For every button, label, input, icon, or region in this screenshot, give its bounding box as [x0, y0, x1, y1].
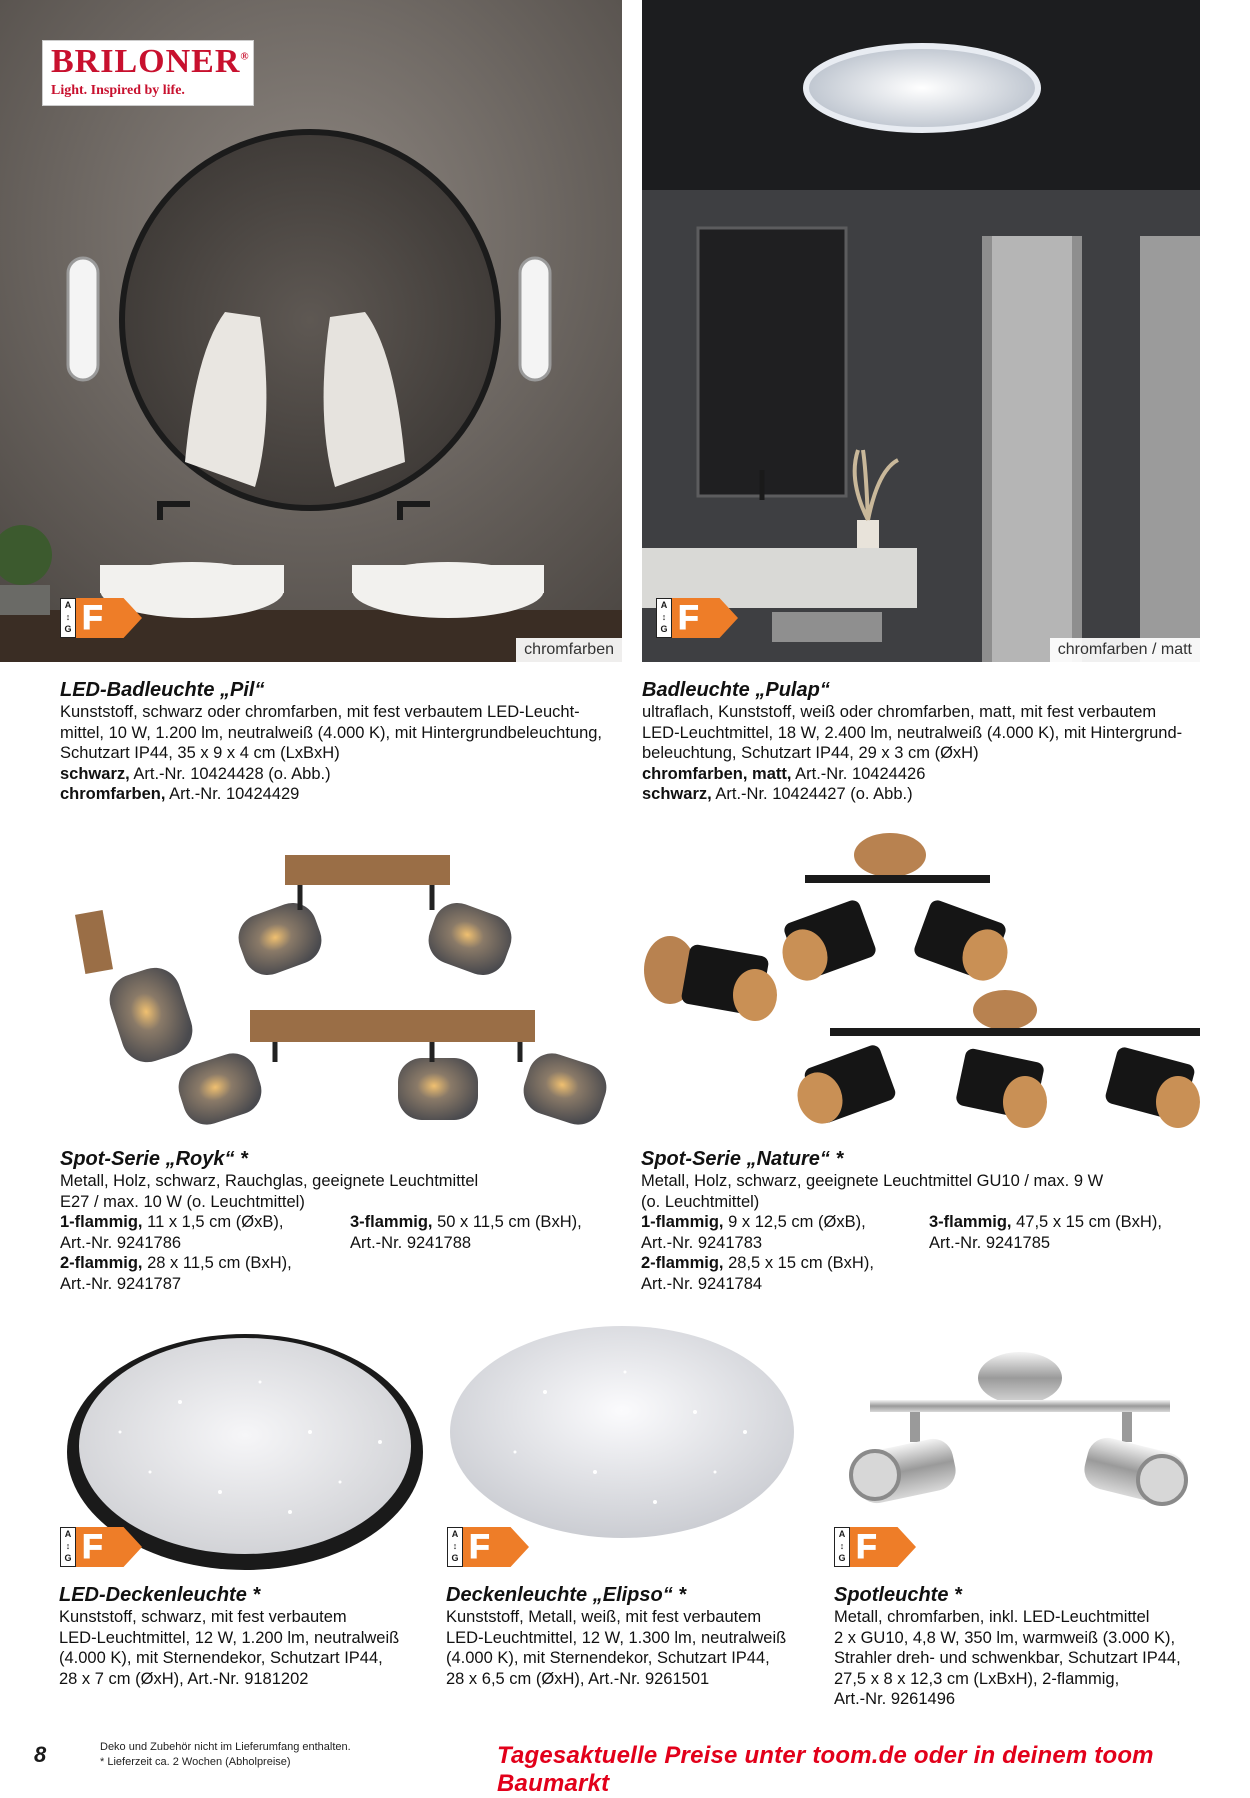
product-desc-line: 28 x 7 cm (ØxH), Art.-Nr. 9181202 [59, 1669, 309, 1688]
energy-label-decken: A ↕ G F [60, 1527, 142, 1567]
energy-scale-bottom: G [838, 1553, 846, 1563]
energy-scale-top: A [838, 1529, 846, 1539]
energy-class: F [82, 599, 103, 637]
energy-scale-top: A [660, 600, 668, 610]
product-variant: 1-flammig, 11 x 1,5 cm (ØxB), [60, 1213, 284, 1231]
product-title: Badleuchte „Pulap“ [642, 679, 830, 701]
product-title: Spot-Serie „Nature“ * [641, 1148, 844, 1170]
product-desc-line: Metall, chromfarben, inkl. LED-Leuchtmittel [834, 1608, 1150, 1626]
energy-scale-top: A [64, 600, 72, 610]
product-variant: chromfarben, Art.-Nr. 10424429 [60, 785, 300, 803]
footer-tagline: Tagesaktuelle Preise unter toom.de oder in deinem toom Baumarkt [497, 1742, 1154, 1797]
energy-label-elipso: A ↕ G F [447, 1527, 529, 1567]
product-variant: 3-flammig, 50 x 11,5 cm (BxH), [350, 1213, 582, 1231]
product-desc-line: LED-Leuchtmittel, 12 W, 1.200 lm, neutralweiß [59, 1628, 400, 1647]
product-variant: schwarz, Art.-Nr. 10424428 (o. Abb.) [60, 764, 331, 783]
product-desc-line: Metall, Holz, schwarz, Rauchglas, geeignete Leuchtmittel [60, 1172, 479, 1190]
page-number: 8 [34, 1742, 47, 1767]
product-desc-line: Strahler dreh- und schwenkbar, Schutzart IP44, [834, 1649, 1181, 1667]
energy-scale-bottom: G [660, 624, 668, 634]
energy-class: F [856, 1528, 877, 1566]
photo-nature-spots [630, 830, 1210, 1140]
product-elipso [446, 1584, 826, 1689]
photo-spotleuchte [840, 1340, 1200, 1520]
product-desc-line: Art.-Nr. 9261496 [834, 1690, 956, 1708]
photo-royk-spots [60, 840, 620, 1140]
product-nature [641, 1148, 1201, 1294]
energy-class: F [469, 1528, 490, 1566]
product-variant: schwarz, Art.-Nr. 10424427 (o. Abb.) [642, 785, 913, 803]
product-variant: Art.-Nr. 9241783 [641, 1233, 763, 1252]
product-variant: Art.-Nr. 9241788 [350, 1233, 472, 1252]
product-desc-line: LED-Leuchtmittel, 18 W, 2.400 lm, neutralweiß (4.000 K), mit Hintergrund- [642, 723, 1183, 742]
product-desc-line: LED-Leuchtmittel, 12 W, 1.300 lm, neutralweiß [446, 1628, 787, 1647]
product-desc-line: Metall, Holz, schwarz, geeignete Leuchtmittel GU10 / max. 9 W [641, 1172, 1104, 1190]
product-desc-line: Kunststoff, schwarz, mit fest verbautem [59, 1608, 347, 1626]
footer-note-deko: Deko und Zubehör nicht im Lieferumfang enthalten. [100, 1741, 351, 1753]
product-desc-line: 2 x GU10, 4,8 W, 350 lm, warmweiß (3.000 K), [834, 1628, 1176, 1647]
energy-scale-top: A [451, 1529, 459, 1539]
product-variant: 2-flammig, 28,5 x 15 cm (BxH), [641, 1254, 874, 1272]
product-desc-line: ultraflach, Kunststoff, weiß oder chromfarben, matt, mit fest verbautem [642, 703, 1157, 721]
product-desc-line: 27,5 x 8 x 12,3 cm (LxBxH), 2-flammig, [834, 1669, 1120, 1688]
finish-tag-pulap: chromfarben / matt [1050, 638, 1200, 662]
product-pulap [642, 679, 1202, 805]
energy-scale-bottom: G [64, 1553, 72, 1563]
energy-label-pil: A ↕ G F [60, 598, 142, 638]
photo-elipso [445, 1322, 800, 1542]
product-variant: Art.-Nr. 9241784 [641, 1274, 763, 1293]
product-spotleuchte [834, 1584, 1214, 1710]
product-variant: Art.-Nr. 9241787 [60, 1274, 182, 1293]
product-title: Deckenleuchte „Elipso“ * [446, 1584, 687, 1606]
footer-note-lieferzeit: * Lieferzeit ca. 2 Wochen (Abholpreise) [100, 1756, 291, 1768]
product-title: Spotleuchte * [834, 1584, 962, 1606]
brand-name: BRILONER [51, 43, 241, 80]
product-title: LED-Badleuchte „Pil“ [60, 679, 265, 701]
energy-class: F [678, 599, 699, 637]
product-variant: chromfarben, matt, Art.-Nr. 10424426 [642, 764, 926, 783]
product-title: LED-Deckenleuchte * [59, 1584, 261, 1606]
energy-scale-top: A [64, 1529, 72, 1539]
product-desc-line: (4.000 K), mit Sternendekor, Schutzart IP44, [59, 1649, 383, 1667]
energy-label-spot: A ↕ G F [834, 1527, 916, 1567]
product-title: Spot-Serie „Royk“ * [60, 1148, 248, 1170]
product-desc-line: beleuchtung, Schutzart IP44, 29 x 3 cm (ØxH) [642, 744, 979, 762]
product-desc-line: Schutzart IP44, 35 x 9 x 4 cm (LxBxH) [60, 744, 340, 762]
briloner-logo [42, 40, 254, 106]
energy-label-pulap: A ↕ G F [656, 598, 738, 638]
brand-slogan: Light. Inspired by life. [51, 83, 185, 98]
product-variant: 3-flammig, 47,5 x 15 cm (BxH), [929, 1213, 1162, 1231]
photo-pulap-bathroom [642, 0, 1200, 662]
product-led-deckenleuchte [59, 1584, 434, 1689]
product-variant: 2-flammig, 28 x 11,5 cm (BxH), [60, 1254, 292, 1272]
product-variant: 1-flammig, 9 x 12,5 cm (ØxB), [641, 1213, 866, 1231]
product-desc-line: Kunststoff, Metall, weiß, mit fest verbautem [446, 1608, 762, 1626]
product-variant: Art.-Nr. 9241786 [60, 1233, 182, 1252]
product-variant: Art.-Nr. 9241785 [929, 1233, 1051, 1252]
product-desc-line: E27 / max. 10 W (o. Leuchtmittel) [60, 1192, 305, 1211]
product-royk [60, 1148, 620, 1294]
product-desc-line: Kunststoff, schwarz oder chromfarben, mit fest verbautem LED-Leucht- [60, 703, 580, 721]
energy-class: F [82, 1528, 103, 1566]
product-desc-line: (o. Leuchtmittel) [641, 1192, 760, 1211]
energy-scale-bottom: G [451, 1553, 459, 1563]
product-pil [60, 679, 620, 805]
energy-scale-bottom: G [64, 624, 72, 634]
brand-registered: ® [240, 50, 250, 63]
product-desc-line: 28 x 6,5 cm (ØxH), Art.-Nr. 9261501 [446, 1669, 710, 1688]
product-desc-line: mittel, 10 W, 1.200 lm, neutralweiß (4.000 K), mit Hintergrundbeleuchtung, [60, 723, 603, 742]
product-desc-line: (4.000 K), mit Sternendekor, Schutzart IP44, [446, 1649, 770, 1667]
finish-tag-pil: chromfarben [516, 638, 622, 662]
pulap-scene-illustration [642, 0, 1200, 662]
photo-pil-bathroom [0, 0, 622, 662]
